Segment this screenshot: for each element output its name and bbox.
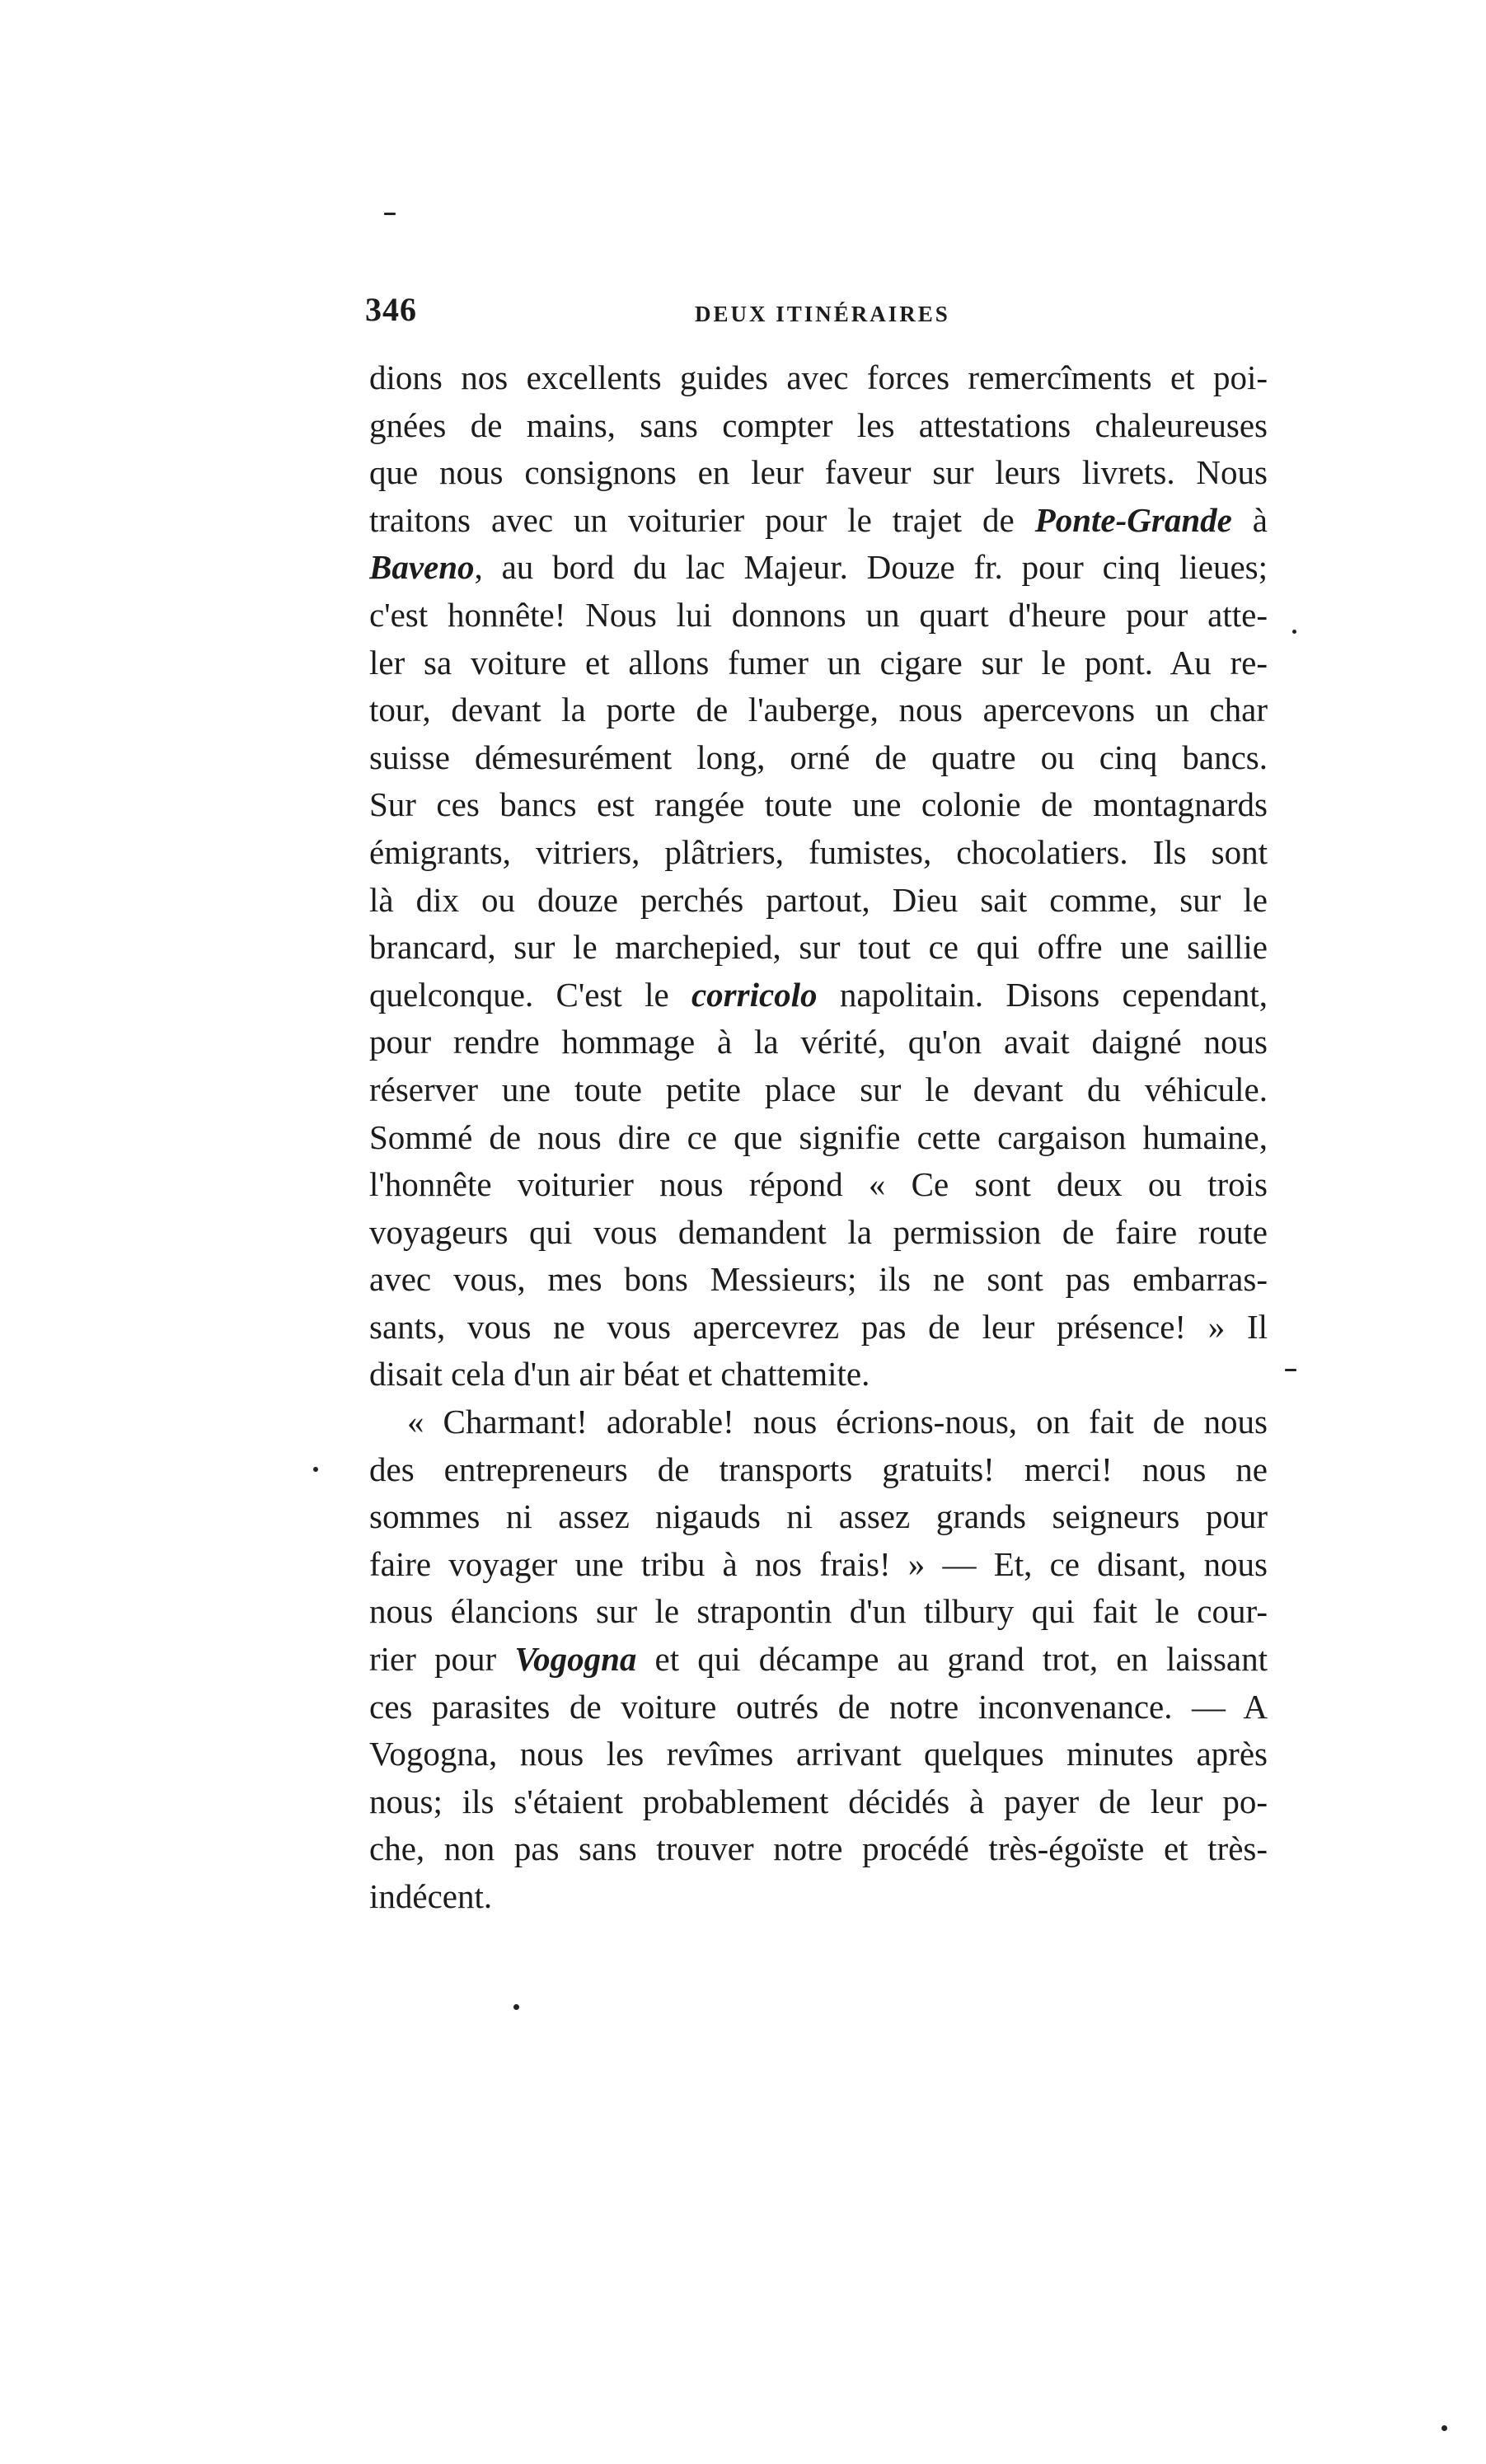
- body-text: [369, 354, 1268, 1921]
- text-run: ler sa voiture et allons fumer un cigare sur le pont. Au re-: [369, 643, 1268, 682]
- scan-speck: [1292, 630, 1296, 634]
- text-run: l'honnête voiturier nous répond « Ce sont deux ou trois: [369, 1165, 1268, 1204]
- text-line: [369, 1161, 1268, 1209]
- italic-place-name: Baveno: [369, 548, 475, 587]
- text-run: réserver une toute petite place sur le devant du véhicule.: [369, 1070, 1268, 1108]
- text-line: [369, 1066, 1268, 1114]
- text-line: [369, 1541, 1268, 1589]
- text-line: [369, 1731, 1268, 1778]
- text-run: disait cela d'un air béat et chattemite.: [369, 1355, 870, 1394]
- text-line: [369, 1825, 1268, 1873]
- text-line: [369, 544, 1268, 592]
- text-line: [369, 1019, 1268, 1066]
- text-line: [369, 497, 1268, 545]
- page-header: [365, 290, 1272, 340]
- text-run: brancard, sur le marchepied, sur tout ce qui offre une saillie: [369, 928, 1268, 967]
- text-run: nous; ils s'étaient probablement décidés à payer de leur po-: [369, 1782, 1268, 1820]
- scan-speck: [513, 2004, 519, 2010]
- text-run: sants, vous ne vous apercevrez pas de leur présence! » Il: [369, 1307, 1268, 1346]
- text-line: [369, 354, 1268, 402]
- text-line: [369, 449, 1268, 497]
- text-run: c'est honnête! Nous lui donnons un quart d'heure pour atte-: [369, 595, 1268, 634]
- italic-place-name: Vogogna: [514, 1640, 637, 1679]
- text-run: là dix ou douze perchés partout, Dieu sait comme, sur le: [369, 880, 1268, 919]
- text-run: « Charmant! adorable! nous écrions-nous, on fait de nous: [407, 1403, 1268, 1441]
- text-line: [369, 877, 1268, 925]
- text-line: [369, 1636, 1268, 1684]
- text-run: , au bord du lac Majeur. Douze fr. pour cinq lieues;: [474, 548, 1268, 587]
- scan-speck: [1441, 2425, 1447, 2431]
- text-line: [369, 1588, 1268, 1636]
- text-run: et qui décampe au grand trot, en laissant: [636, 1640, 1268, 1679]
- text-line: [369, 1304, 1268, 1351]
- text-run: rier pour: [369, 1640, 515, 1679]
- text-run: Sur ces bancs est rangée toute une colonie de montagnards: [369, 785, 1268, 824]
- text-run: che, non pas sans trouver notre procédé très-égoïste et très-: [369, 1829, 1268, 1868]
- text-run: nous élancions sur le strapontin d'un tilbury qui fait le cour-: [369, 1592, 1268, 1631]
- text-line: [369, 686, 1268, 734]
- page-number: 346: [365, 291, 417, 328]
- paragraph: [369, 354, 1268, 1398]
- text-run: Sommé de nous dire ce que signifie cette cargaison humaine,: [369, 1117, 1268, 1156]
- text-run: faire voyager une tribu à nos frais! » — Et, ce disant, nous: [369, 1544, 1268, 1583]
- text-line: [369, 734, 1268, 782]
- italic-place-name: corricolo: [691, 975, 818, 1014]
- scan-speck: [384, 213, 396, 215]
- text-run: avec vous, mes bons Messieurs; ils ne sont pas embarras-: [369, 1260, 1268, 1299]
- text-run: émigrants, vitriers, plâtriers, fumistes, chocolatiers. Ils sont: [369, 832, 1268, 871]
- text-run: à: [1231, 500, 1268, 539]
- text-line: [369, 1351, 1268, 1398]
- scan-speck: [313, 1467, 318, 1472]
- text-line: [369, 402, 1268, 450]
- text-run: pour rendre hommage à la vérité, qu'on avait daigné nous: [369, 1023, 1268, 1061]
- text-run: sommes ni assez nigauds ni assez grands seigneurs pour: [369, 1497, 1268, 1536]
- text-line: [369, 1209, 1268, 1257]
- text-run: quelconque. C'est le: [369, 975, 691, 1014]
- text-run: suisse démesurément long, orné de quatre ou cinq bancs.: [369, 738, 1268, 776]
- text-line: [369, 592, 1268, 639]
- text-line: [369, 1398, 1268, 1446]
- scan-speck: [1285, 1369, 1296, 1371]
- text-line: [369, 1873, 1268, 1921]
- text-line: [369, 1684, 1268, 1731]
- running-head: DEUX ITINÉRAIRES: [695, 302, 950, 326]
- text-run: dions nos excellents guides avec forces remercîments et poi-: [369, 358, 1268, 396]
- text-run: des entrepreneurs de transports gratuits! merci! nous ne: [369, 1450, 1268, 1488]
- text-run: indécent.: [369, 1877, 493, 1915]
- text-run: que nous consignons en leur faveur sur leurs livrets. Nous: [369, 453, 1268, 492]
- text-run: Vogogna, nous les revîmes arrivant quelques minutes après: [369, 1735, 1268, 1773]
- text-run: tour, devant la porte de l'auberge, nous apercevons un char: [369, 691, 1268, 729]
- text-line: [369, 972, 1268, 1019]
- paragraph: [369, 1398, 1268, 1921]
- text-run: traitons avec un voiturier pour le trajet de: [369, 500, 1035, 539]
- text-line: [369, 639, 1268, 687]
- text-line: [369, 781, 1268, 829]
- text-line: [369, 1114, 1268, 1162]
- text-run: napolitain. Disons cependant,: [817, 975, 1268, 1014]
- italic-place-name: Ponte-Grande: [1034, 500, 1232, 539]
- text-line: [369, 1493, 1268, 1541]
- text-line: [369, 924, 1268, 972]
- text-run: voyageurs qui vous demandent la permission de faire route: [369, 1212, 1268, 1251]
- text-run: gnées de mains, sans compter les attestations chaleureuses: [369, 405, 1268, 444]
- text-line: [369, 1256, 1268, 1304]
- text-line: [369, 829, 1268, 877]
- text-line: [369, 1778, 1268, 1826]
- text-line: [369, 1446, 1268, 1494]
- text-run: ces parasites de voiture outrés de notre inconvenance. — A: [369, 1687, 1268, 1726]
